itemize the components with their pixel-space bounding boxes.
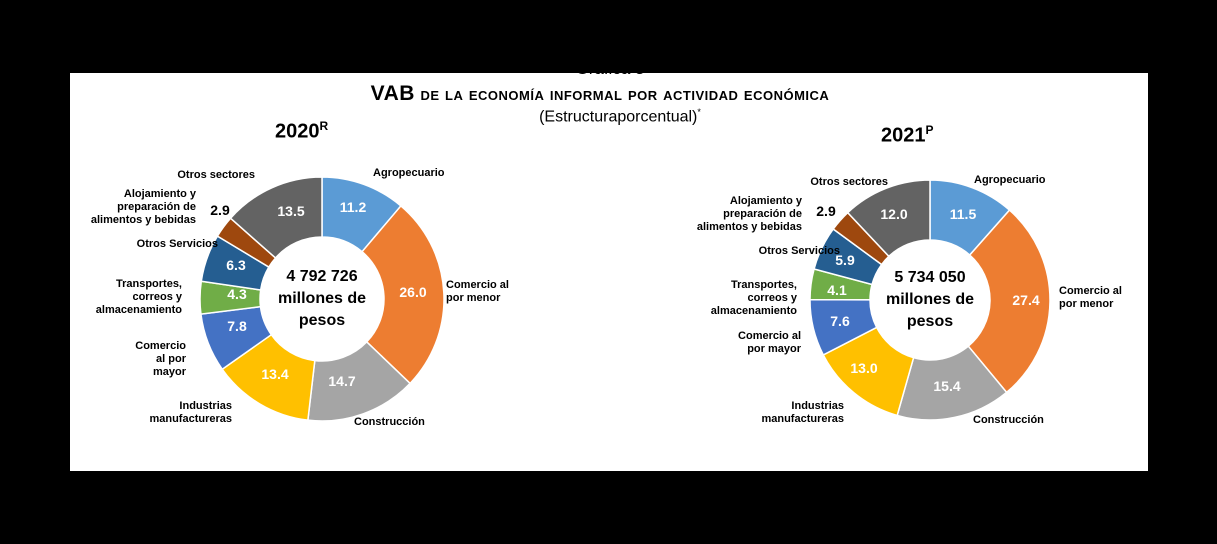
category-label-line: Comercio al [1059, 285, 1122, 297]
value-label-2021-otros-sectores: 12.0 [880, 206, 908, 222]
value-label-2020-otros-servicios: 6.3 [226, 257, 246, 273]
category-label-line: manufactureras [149, 413, 232, 425]
value-label-2020-alojamiento: 2.9 [210, 202, 230, 218]
center-label-2020-line-1: millones de [277, 290, 367, 307]
category-label-line: Agropecuario [974, 174, 1046, 186]
value-label-2020-transportes: 4.3 [227, 286, 247, 302]
category-label-line: correos y [747, 292, 797, 304]
value-label-2020-industrias: 13.4 [261, 366, 289, 382]
category-label-2020-agropecuario [373, 167, 445, 179]
year-2021-sup: P [925, 123, 934, 137]
category-label-2020-construccion [354, 416, 425, 428]
title-acronym: VAB [370, 82, 415, 105]
year-2021-label: 2021 [881, 124, 926, 147]
value-label-2021-comercio-menor: 27.4 [1012, 292, 1040, 308]
category-label-2021-transportes [711, 279, 798, 317]
value-label-2021-transportes: 4.1 [827, 282, 847, 298]
category-label-2020-otros-servicios [137, 238, 218, 250]
value-label-2021-otros-servicios: 5.9 [835, 252, 855, 268]
value-label-2020-comercio-mayor: 7.8 [227, 318, 247, 334]
category-label-line: alimentos y bebidas [696, 221, 802, 233]
category-label-line: Alojamiento y [729, 195, 802, 207]
category-label-line: correos y [132, 291, 182, 303]
category-label-line: Comercio al [738, 330, 801, 342]
category-label-line: Transportes, [115, 278, 182, 290]
category-label-line: Otros sectores [810, 176, 888, 188]
value-label-2021-agropecuario: 11.5 [949, 206, 977, 222]
center-label-2020-line-2: pesos [298, 312, 346, 329]
category-label-line: almacenamiento [95, 304, 182, 316]
category-label-2021-otros-servicios [759, 245, 840, 257]
category-label-2021-industrias [761, 400, 844, 425]
value-label-2020-construccion: 14.7 [328, 373, 356, 389]
category-label-line: Industrias [179, 400, 232, 412]
center-label-2020-line-0: 4 792 726 [286, 268, 358, 285]
category-label-line: Construcción [354, 416, 425, 428]
value-label-2021-industrias: 13.0 [850, 360, 878, 376]
category-label-line: preparación de [723, 208, 802, 220]
category-label-line: Transportes, [730, 279, 797, 291]
category-label-2021-agropecuario [974, 174, 1046, 186]
category-label-2020-industrias [149, 400, 232, 425]
category-label-line: Otros Servicios [136, 238, 218, 250]
value-label-2021-construccion: 15.4 [933, 378, 961, 394]
category-label-line: por menor [446, 292, 501, 304]
category-label-line: por menor [1059, 298, 1114, 310]
value-label-2021-comercio-mayor: 7.6 [830, 313, 850, 329]
category-label-2021-comercio-mayor [738, 330, 802, 355]
subtitle-text: (Estructuraporcentual) [539, 108, 698, 126]
category-label-2020-comercio-menor [446, 279, 509, 304]
category-label-line: Comercio [135, 340, 186, 352]
category-label-line: mayor [152, 366, 186, 378]
category-label-line: Otros Servicios [758, 245, 840, 257]
value-label-2020-comercio-menor: 26.0 [399, 284, 427, 300]
category-label-2020-transportes [96, 278, 183, 316]
category-label-2020-comercio-mayor [135, 340, 186, 378]
category-label-2021-comercio-menor [1059, 285, 1122, 310]
category-label-line: Industrias [791, 400, 844, 412]
center-label-2021-line-1: millones de [885, 291, 975, 308]
category-label-2020-otros-sectores [177, 169, 255, 181]
value-label-2020-otros-sectores: 13.5 [277, 203, 305, 219]
category-label-2021-alojamiento [697, 195, 803, 233]
value-label-2020-agropecuario: 11.2 [339, 199, 367, 215]
category-label-line: Agropecuario [373, 167, 445, 179]
center-label-2021-line-2: pesos [906, 313, 954, 330]
category-label-line: Alojamiento y [123, 188, 196, 200]
category-label-line: por mayor [747, 343, 801, 355]
category-label-2021-otros-sectores [810, 176, 888, 188]
chart-panel [70, 59, 1148, 471]
value-label-2021-alojamiento: 2.9 [816, 203, 836, 219]
category-label-line: almacenamiento [710, 305, 797, 317]
category-label-line: Otros sectores [177, 169, 255, 181]
center-label-2021-line-0: 5 734 050 [894, 269, 966, 286]
category-label-2021-construccion [973, 414, 1044, 426]
category-label-line: manufactureras [761, 413, 844, 425]
year-2020-sup: R [319, 119, 329, 133]
category-label-line: alimentos y bebidas [90, 214, 196, 226]
year-2020-label: 2020 [275, 120, 320, 143]
subtitle-mark: * [697, 107, 701, 117]
donut-charts [70, 73, 1148, 471]
category-label-2020-alojamiento [91, 188, 197, 226]
category-label-line: Comercio al [446, 279, 509, 291]
category-label-line: al por [156, 353, 186, 365]
category-label-line: preparación de [117, 201, 196, 213]
category-label-line: Construcción [973, 414, 1044, 426]
title-rest: de la economía informal por actividad económica [420, 84, 830, 104]
chart-caption-cut: Gráfica 3 [575, 59, 645, 78]
